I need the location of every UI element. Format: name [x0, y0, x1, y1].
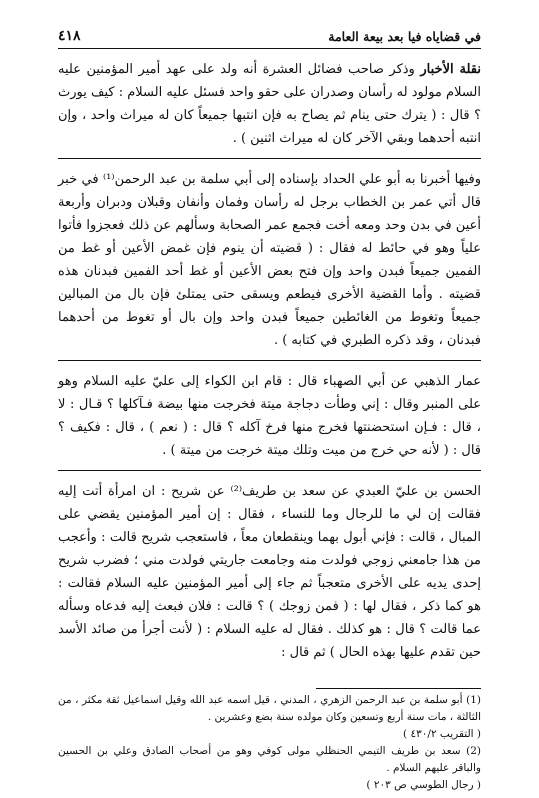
page-header: [58, 28, 481, 49]
footnote-text: (1) أبو سلمة بن عبد الرحمن الزهري ، المدني ، قيل اسمه عبد الله وقيل اسماعيل ثقة مكثر ، من الثالثة ، مات سنة أربع وتسعين وكان مولده سنة بضع وعشرين .: [58, 694, 481, 723]
paragraph-1: [58, 49, 481, 158]
paragraph-text: الحسن بن عليّ العبدي عن سعد بن طريف⁽²⁾ عن شريح : ان امرأة أتت إليه فقالت إن لي ما للرجال وما للنساء ، فقال : إن أمير المؤمنين يقضي على المبال ، قالت : فإني أبول بهما وينقطعان معاً ، فاستعجب شريح قالت : وأعجب من هذا جامعني زوجي فولدت منه وجامعت جاريتي فولدت مني ؛ فضرب شريح إحدى يديه على الأخرى متعجباً ثم جاء إلى أمير المؤمنين عليه السلام فقالت : هو كما ذكر ، فقال لها : ( فمن زوجك ) ؟ قالت : فلان فبعث إليه فدعاه وسأله عما قالت ؟ قال : هو كذلك . فقال له عليه السلام : ( لأنت أجرأ من صائد الأسد حين تقدم عليها بهذه الحال ) ثم قال :: [58, 484, 481, 660]
paragraph-3: [58, 361, 481, 470]
footnote-text: (2) سعد بن طريف التيمي الحنظلي مولى كوفي وهو من أصحاب الصادق وعلي بن الحسين والباقر عليهم السلام .: [58, 745, 481, 774]
paragraph-text: عمار الذهبي عن أبي الصهباء قال : قام ابن الكواء إلى عليّ عليه السلام وهو على المنبر وقال : إني وطأت دجاجة ميتة فخرجت منها بيضة فـآكلها ؟ قـال : لا ، قال : فـإن استحضنتها فخرج منها فرخ آكله ؟ قال : ( نعم ) ، قال : فكيف ؟ قال : ( لأنه حي خرج من ميت وتلك ميتة خرجت من ميتة ) .: [58, 374, 481, 458]
footnote-reference: ( التقريب ٤٣٠/٢ ): [403, 728, 481, 740]
paragraph-lead: نقلة الأخبار: [420, 62, 481, 77]
paragraph-4: [58, 471, 481, 672]
footnote-2: [58, 743, 481, 794]
paragraph-text: وفيها أخبرنا به أبو علي الحداد بإسناده إلى أبي سلمة بن عبد الرحمن⁽¹⁾ في خبر قال أتي عمر بن الخطاب برجل له رأسان وفمان وأنفان وقبلان ودبران وأربعة أعين في بدن وحد ومعه أخت فجمع عمر الصحابة وسألهم عن ذلك فعجزوا فأتوا علياً وهو في حائط له فقال : ( قضيته أن ينوم فإن غمض الأعين أو غط من الفمين جميعاً فبدن واحد وإن فتح بعض الأعين أو غط أحد الفمين فبدنان هذه قضيته . وأما القضية الأخرى فيطعم ويسقى حتى يمتلئ فإن بال من المبالين جميعاً وتغوط من الغائطين جميعاً فبدن واحد وإن بال أو تغوط من أحدهما فبدنان ، وقد ذكره الطبري في كتابه ) .: [58, 172, 481, 348]
page-number: ٤١٨: [58, 28, 81, 44]
running-title: في قضاياه فيا بعد بيعة العامة: [328, 29, 481, 44]
footnotes: [58, 689, 481, 794]
paragraph-2: [58, 159, 481, 360]
footnote-1: [58, 692, 481, 743]
paragraph-text: وذكر صاحب فضائل العشرة أنه ولد على عهد أمير المؤمنين عليه السلام مولود له رأسان وصدران على حقو واحد فسئل عليه السلام : كيف يورث ؟ قال : ( يترك حتى ينام ثم يصاح به فإن انتبها جميعاً كان له ميراث واحد ، وإن انتبه أحدهما وبقي الآخر كان له ميراث اثنين ) .: [58, 62, 481, 146]
footnote-reference: ( رجال الطوسي ص ٢٠٣ ): [366, 779, 481, 791]
